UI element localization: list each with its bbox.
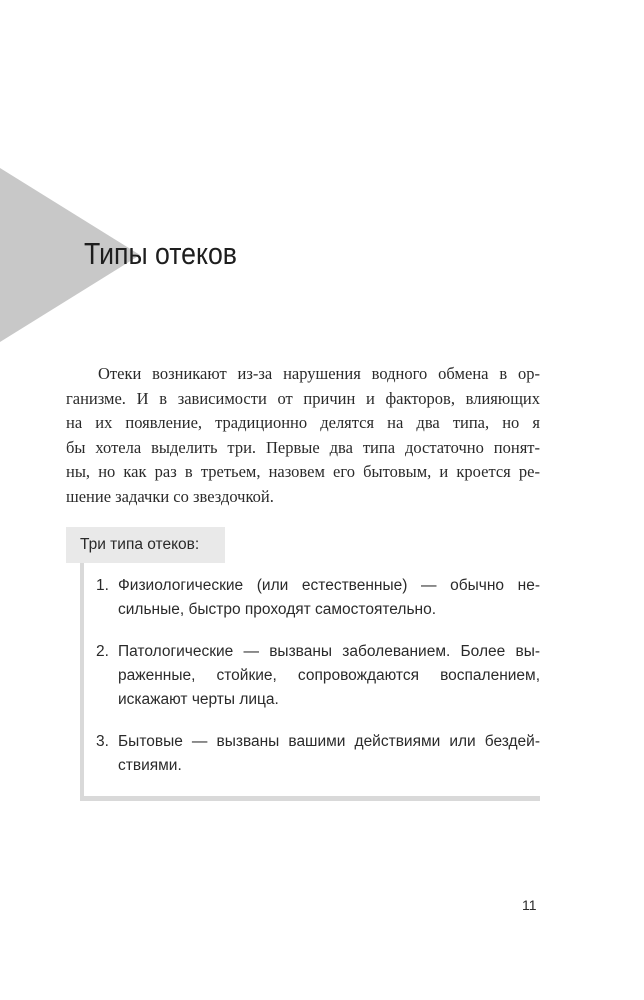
sidebar-box-bottom-border	[80, 796, 540, 801]
list-item-number: 2.	[96, 643, 109, 660]
list-item-number: 3.	[96, 733, 109, 750]
chapter-title: Типы отеков	[84, 236, 237, 271]
sidebar-box-header	[66, 527, 225, 563]
list-item-line: Бытовые — вызваны вашими действиями или бездей-	[118, 733, 540, 750]
intro-line: Отеки возникают из-за нарушения водного обмена в ор-	[98, 364, 540, 383]
intro-paragraph	[66, 362, 540, 509]
intro-line: шение задачки со звездочкой.	[66, 486, 274, 506]
sidebar-box-left-border	[80, 563, 84, 801]
list-item	[96, 730, 540, 778]
list-item-line: раженные, стойкие, сопровождаются воспалением,	[118, 667, 540, 684]
intro-line: на их появление, традиционно делятся на два типа, но я	[66, 413, 540, 432]
intro-line: ны, но как раз в третьем, назовем его бытовым, и кроется ре-	[66, 462, 540, 481]
list-item-line: Физиологические (или естественные) — обычно не-	[118, 577, 540, 594]
list-item-line: искажают черты лица.	[118, 691, 279, 708]
list-item-number: 1.	[96, 577, 109, 594]
list-item-line: сильные, быстро проходят самостоятельно.	[118, 601, 437, 618]
list-item-line: ствиями.	[118, 757, 182, 774]
intro-line: ганизме. И в зависимости от причин и факторов, влияющих	[66, 388, 540, 408]
decorative-triangle	[0, 0, 150, 345]
list-item-line: Патологические — вызваны заболеванием. Более вы-	[118, 643, 540, 660]
sidebar-box-title: Три типа отеков:	[80, 536, 200, 553]
list-item	[96, 640, 540, 712]
list-item	[96, 574, 540, 622]
page-number: 11	[522, 897, 537, 913]
intro-line: бы хотела выделить три. Первые два типа достаточно понят-	[66, 437, 540, 457]
edema-types-list	[96, 574, 540, 778]
